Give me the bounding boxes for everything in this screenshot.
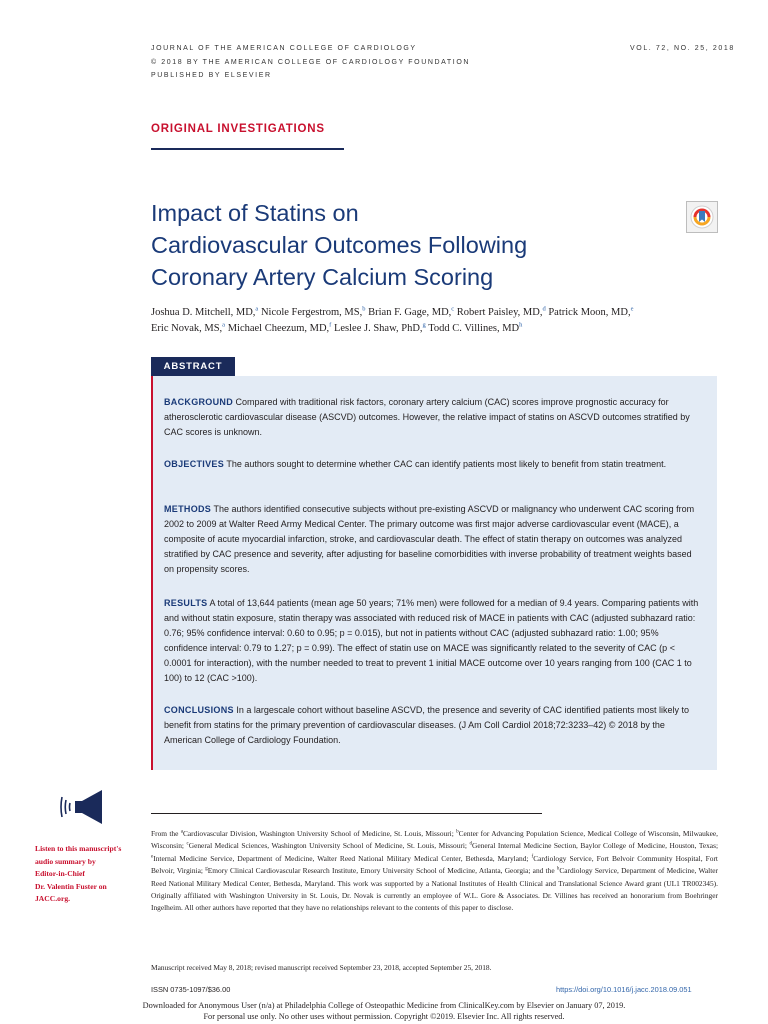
affiliation-text: Cardiovascular Division, Washington University School of Medicine, St. Louis, Missouri; xyxy=(182,829,457,838)
copyright-line: © 2018 BY THE AMERICAN COLLEGE OF CARDIOLOGY FOUNDATION xyxy=(151,59,471,66)
author[interactable]: Eric Novak, MS, xyxy=(151,323,223,334)
affiliation-marker: e xyxy=(630,305,634,313)
affiliation-text: Emory Clinical Cardiovascular Research Institute, Emory University School of Medicine, Atlanta, Georgia; and the xyxy=(207,866,557,876)
background-text: Compared with traditional risk factors, coronary artery calcium (CAC) scores improve prognostic accuracy for atherosclerotic cardiovascular disease (ASCVD) outcomes. However, the relative impact of statins on ASCVD outcomes stratified by CAC scores is unknown. xyxy=(164,397,690,437)
author-list xyxy=(151,305,711,337)
affiliation-text: Cardiology Service, Department of Medicine, Walter Reed National Military Medical Center, Bethesda, Maryland. This work was supported by a National Institutes of Health Clinical and Translational Science Award grant (UL1 TR002345). Originally affiliated with Washington University in St. Louis, Dr. Novak is currently an employee of W.L. Gore & Associates. Dr. Villines has received an honorarium from Boehringer Ingelheim. All other authors have reported that they have no relationships relevant to the contents of this paper to disclose. xyxy=(151,866,718,913)
affiliation-marker: d xyxy=(469,841,473,847)
affiliation-marker: b xyxy=(362,305,366,313)
affiliation-marker: c xyxy=(451,305,455,313)
volume-info: VOL. 72, NO. 25, 2018 xyxy=(630,45,735,52)
affiliation-text: Cardiology Service, Fort Belvoir Community Hospital, Fort Belvoir, Virginia; xyxy=(151,853,718,876)
footnote-divider xyxy=(151,813,542,814)
author[interactable]: Robert Paisley, MD, xyxy=(456,307,543,318)
affiliation-text: Internal Medicine Service, Department of Medicine, Walter Reed National Military Medical Center, Bethesda, Maryland; xyxy=(153,853,532,863)
author[interactable]: Leslee J. Shaw, PhD, xyxy=(333,323,423,334)
download-line: Downloaded for Anonymous User (n/a) at Philadelphia College of Osteopathic Medicine from ClinicalKey.com by Elsevier on January 07, 2019. xyxy=(142,1001,626,1010)
abstract-objectives xyxy=(164,457,704,472)
affiliation-marker: g xyxy=(205,866,208,872)
listen-line: audio summary by xyxy=(35,856,96,866)
manuscript-dates: Manuscript received May 8, 2018; revised manuscript received September 23, 2018, accepted September 25, 2018. xyxy=(151,963,492,972)
affiliation-marker: b xyxy=(456,829,459,835)
title-line: Coronary Artery Calcium Scoring xyxy=(151,264,494,290)
title-line: Impact of Statins on xyxy=(151,200,359,226)
affiliations xyxy=(151,828,718,915)
abstract-results xyxy=(164,596,704,686)
affiliation-marker: a xyxy=(180,829,183,835)
objectives-text: The authors sought to determine whether CAC can identify patients most likely to benefit from statin treatment. xyxy=(226,459,667,469)
methods-text: The authors identified consecutive subjects without pre-existing ASCVD or malignancy who underwent CAC scoring from 2002 to 2009 at Walter Reed Army Medical Center. The primary outcome was first major adverse cardiovascular event (MACE), a composite of acute myocardial infarction, stroke, and cardiovascular death. The effect of statin therapy on outcomes was analyzed stratified by CAC presence and severity, after adjusting for baseline comorbidities with inverse probability of treatment weights based on propensity scores. xyxy=(164,504,695,574)
abstract-accent-rule xyxy=(151,376,153,770)
author[interactable]: Nicole Fergestrom, MS, xyxy=(260,307,363,318)
section-label: ORIGINAL INVESTIGATIONS xyxy=(151,123,325,135)
author[interactable]: Michael Cheezum, MD, xyxy=(227,323,330,334)
results-heading: RESULTS xyxy=(164,598,208,608)
affiliation-text: General Internal Medicine Section, Baylor College of Medicine, Houston, Texas; xyxy=(472,841,719,851)
affiliation-marker: e xyxy=(151,854,154,860)
crossmark-icon[interactable] xyxy=(686,201,718,233)
background-heading: BACKGROUND xyxy=(164,397,233,407)
listen-line: Editor-in-Chief xyxy=(35,869,85,878)
listen-line: Dr. Valentin Fuster on xyxy=(35,881,107,891)
affiliation-marker: a xyxy=(255,305,259,313)
abstract-methods xyxy=(164,502,704,577)
affiliation-marker: h xyxy=(556,866,560,872)
results-text: A total of 13,644 patients (mean age 50 years; 71% men) were followed for a median of 9.4 years. Comparing patients with and without statin exposure, statin therapy was associated with reduced risk of MACE in patients with CAC (adjusted subhazard ratio: 0.76; 95% confidence interval: 0.60 to 0.95; p = 0.015), but not in patients without CAC (adjusted subhazard ratio: 1.00; 95% confidence interval: 0.79 to 1.27; p = 0.99). The effect of statin use on MACE was significantly related to the severity of CAC (p < 0.0001 for interaction), with the number needed to treat to prevent 1 initial MACE outcome over 10 years ranging from 100 (CAC 1 to 100) to 12 (CAC >100). xyxy=(164,598,699,683)
affiliation-text: From the xyxy=(151,829,181,838)
article-title xyxy=(151,197,631,293)
affiliation-text: Center for Advancing Population Science, Medical College of Wisconsin, Milwaukee, Wisconsin; xyxy=(151,829,718,851)
objectives-heading: OBJECTIVES xyxy=(164,459,225,469)
abstract-conclusions xyxy=(164,703,704,748)
author[interactable]: Todd C. Villines, MD xyxy=(428,323,520,334)
affiliation-marker: a xyxy=(222,321,226,329)
publisher-line: PUBLISHED BY ELSEVIER xyxy=(151,72,272,79)
affiliation-text: General Medical Sciences, Washington University School of Medicine, St. Louis, Missouri; xyxy=(188,841,470,851)
section-divider xyxy=(151,148,344,150)
abstract-tab: ABSTRACT xyxy=(151,357,235,376)
author[interactable]: Patrick Moon, MD, xyxy=(548,307,631,318)
audio-summary-note[interactable] xyxy=(35,843,127,906)
title-line: Cardiovascular Outcomes Following xyxy=(151,232,528,258)
author[interactable]: Joshua D. Mitchell, MD, xyxy=(151,307,256,318)
author[interactable]: Brian F. Gage, MD, xyxy=(368,307,452,318)
issn: ISSN 0735-1097/$36.00 xyxy=(151,985,231,994)
conclusions-text: In a largescale cohort without baseline ASCVD, the presence and severity of CAC identified patients most likely to benefit from statins for the primary prevention of cardiovascular diseases. (J Am Coll Cardiol 2018;72:3233–42) © 2018 by the American College of Cardiology Foundation. xyxy=(164,705,690,745)
abstract-background xyxy=(164,395,704,440)
download-line: For personal use only. No other uses without permission. Copyright ©2019. Elsevier Inc. All rights reserved. xyxy=(203,1011,565,1021)
affiliation-marker: g xyxy=(422,321,426,329)
affiliation-marker: d xyxy=(542,305,546,313)
affiliation-marker: f xyxy=(329,321,332,329)
affiliation-marker: h xyxy=(519,321,523,329)
affiliation-marker: f xyxy=(531,854,534,860)
doi-link[interactable]: https://doi.org/10.1016/j.jacc.2018.09.051 xyxy=(556,985,692,994)
listen-line: JACC.org. xyxy=(35,894,71,903)
journal-name: JOURNAL OF THE AMERICAN COLLEGE OF CARDIOLOGY xyxy=(151,45,417,52)
conclusions-heading: CONCLUSIONS xyxy=(164,705,234,715)
methods-heading: METHODS xyxy=(164,504,212,514)
affiliation-marker: c xyxy=(186,841,189,847)
speaker-icon[interactable] xyxy=(60,787,106,827)
download-notice xyxy=(0,1001,768,1022)
listen-line: Listen to this manuscript's xyxy=(35,844,122,853)
